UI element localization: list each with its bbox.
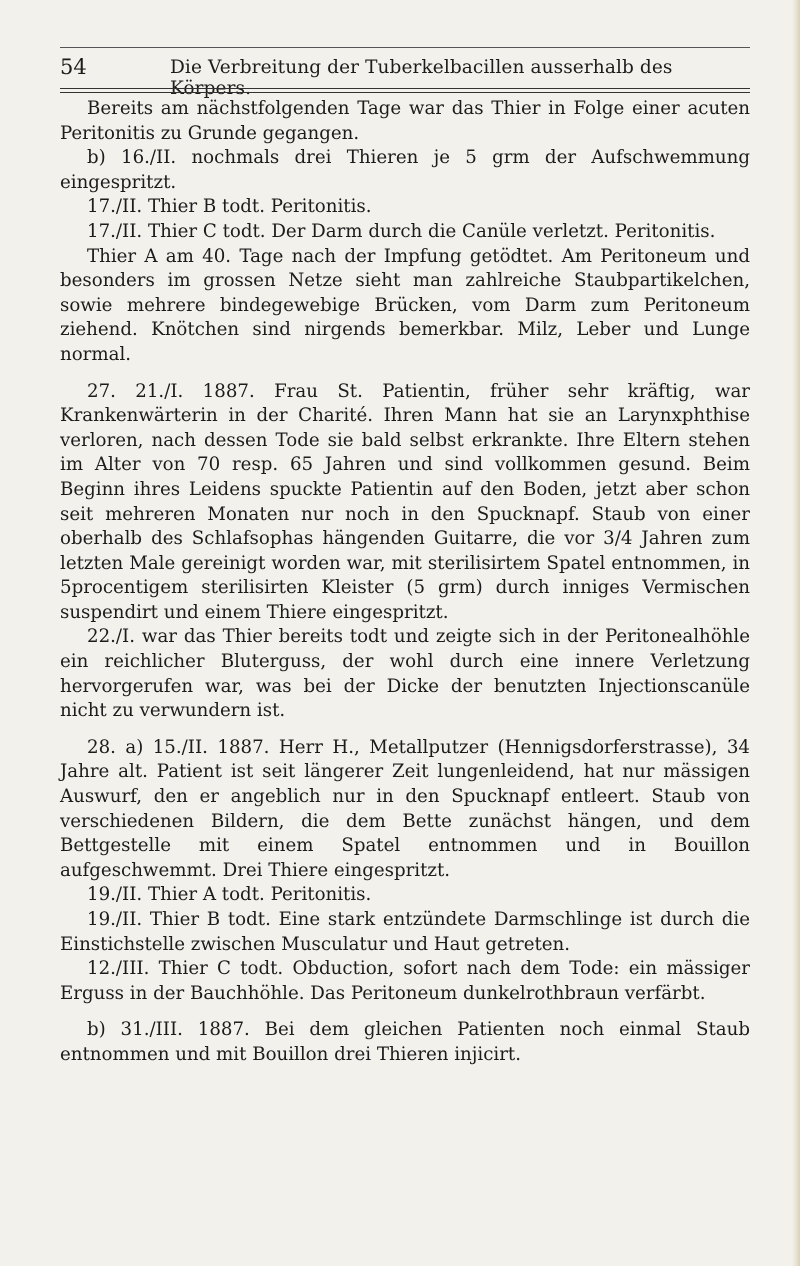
paragraph: 17./II. Thier C todt. Der Darm durch die Canüle verletzt. Peritonitis. xyxy=(87,220,716,242)
paragraph: b) 31./III. 1887. Bei dem gleichen Patienten noch einmal Staub entnommen und mit Bouillon drei Thieren injicirt. xyxy=(60,1019,750,1065)
paragraph: Bereits am nächstfolgenden Tage war das Thier in Folge einer acuten Peritonitis zu Grunde gegangen. xyxy=(60,98,750,144)
paragraph: 22./I. war das Thier bereits todt und zeigte sich in der Peritonealhöhle ein reichlicher Bluterguss, der wohl durch eine innere Verletzung hervorgerufen war, was bei der Dicke der benutzten Injectionscanüle nicht zu verwundern ist. xyxy=(60,626,750,722)
scan-edge xyxy=(792,0,800,1266)
paragraph: 19./II. Thier A todt. Peritonitis. xyxy=(87,884,372,906)
page-header xyxy=(60,55,750,99)
paragraph: 12./III. Thier C todt. Obduction, sofort nach dem Tode: ein mässiger Erguss in der Bauchhöhle. Das Peritoneum dunkelrothbraun verfärbt. xyxy=(60,958,750,1004)
paragraph: 19./II. Thier B todt. Eine stark entzündete Darmschlinge ist durch die Einstichstelle zwischen Musculatur und Haut getreten. xyxy=(60,909,750,955)
paragraph: b) 16./II. nochmals drei Thieren je 5 grm der Aufschwemmung eingespritzt. xyxy=(60,147,750,193)
page-number: 54 xyxy=(60,55,87,79)
header-rule xyxy=(60,88,750,93)
paragraph: 17./II. Thier B todt. Peritonitis. xyxy=(87,196,372,218)
paragraph: 28. a) 15./II. 1887. Herr H., Metallputzer (Hennigsdorferstrasse), 34 Jahre alt. Patient ist seit längerer Zeit lungenleidend, hat nur mässigen Auswurf, den er angeblich nur in den Spucknapf entleert. Staub von verschiedenen Bildern, die dem Bette zunächst hängen, und dem Bettgestelle mit einem Spatel entnommen und in Bouillon aufgeschwemmt. Drei Thiere eingespritzt. xyxy=(60,736,750,881)
body-text xyxy=(60,97,750,1068)
paragraph: Thier A am 40. Tage nach der Impfung getödtet. Am Peritoneum und besonders im grossen Netze sieht man zahlreiche Staubpartikelchen, sowie mehrere bindegewebige Brücken, vom Darm zum Peritoneum ziehend. Knötchen sind nirgends bemerkbar. Milz, Leber und Lunge normal. xyxy=(60,245,750,365)
running-title: Die Verbreitung der Tuberkelbacillen ausserhalb des Körpers. xyxy=(170,57,673,99)
paragraph: 27. 21./I. 1887. Frau St. Patientin, früher sehr kräftig, war Krankenwärterin in der Charité. Ihren Mann hat sie an Larynxphthise verloren, nach dessen Tode sie bald selbst erkrankte. Ihre Eltern stehen im Alter von 70 resp. 65 Jahren und sind vollkommen gesund. Beim Beginn ihres Leidens spuckte Patientin auf den Boden, jetzt aber schon seit mehreren Monaten nur noch in den Spucknapf. Staub von einer oberhalb des Schlafsophas hängenden Guitarre, die vor 3/4 Jahren zum letzten Male gereinigt worden war, mit sterilisirtem Spatel entnommen, in 5procentigem sterilisirten Kleister (5 grm) durch inniges Vermischen suspendirt und einem Thiere eingespritzt. xyxy=(60,380,750,623)
top-rule xyxy=(60,47,750,48)
